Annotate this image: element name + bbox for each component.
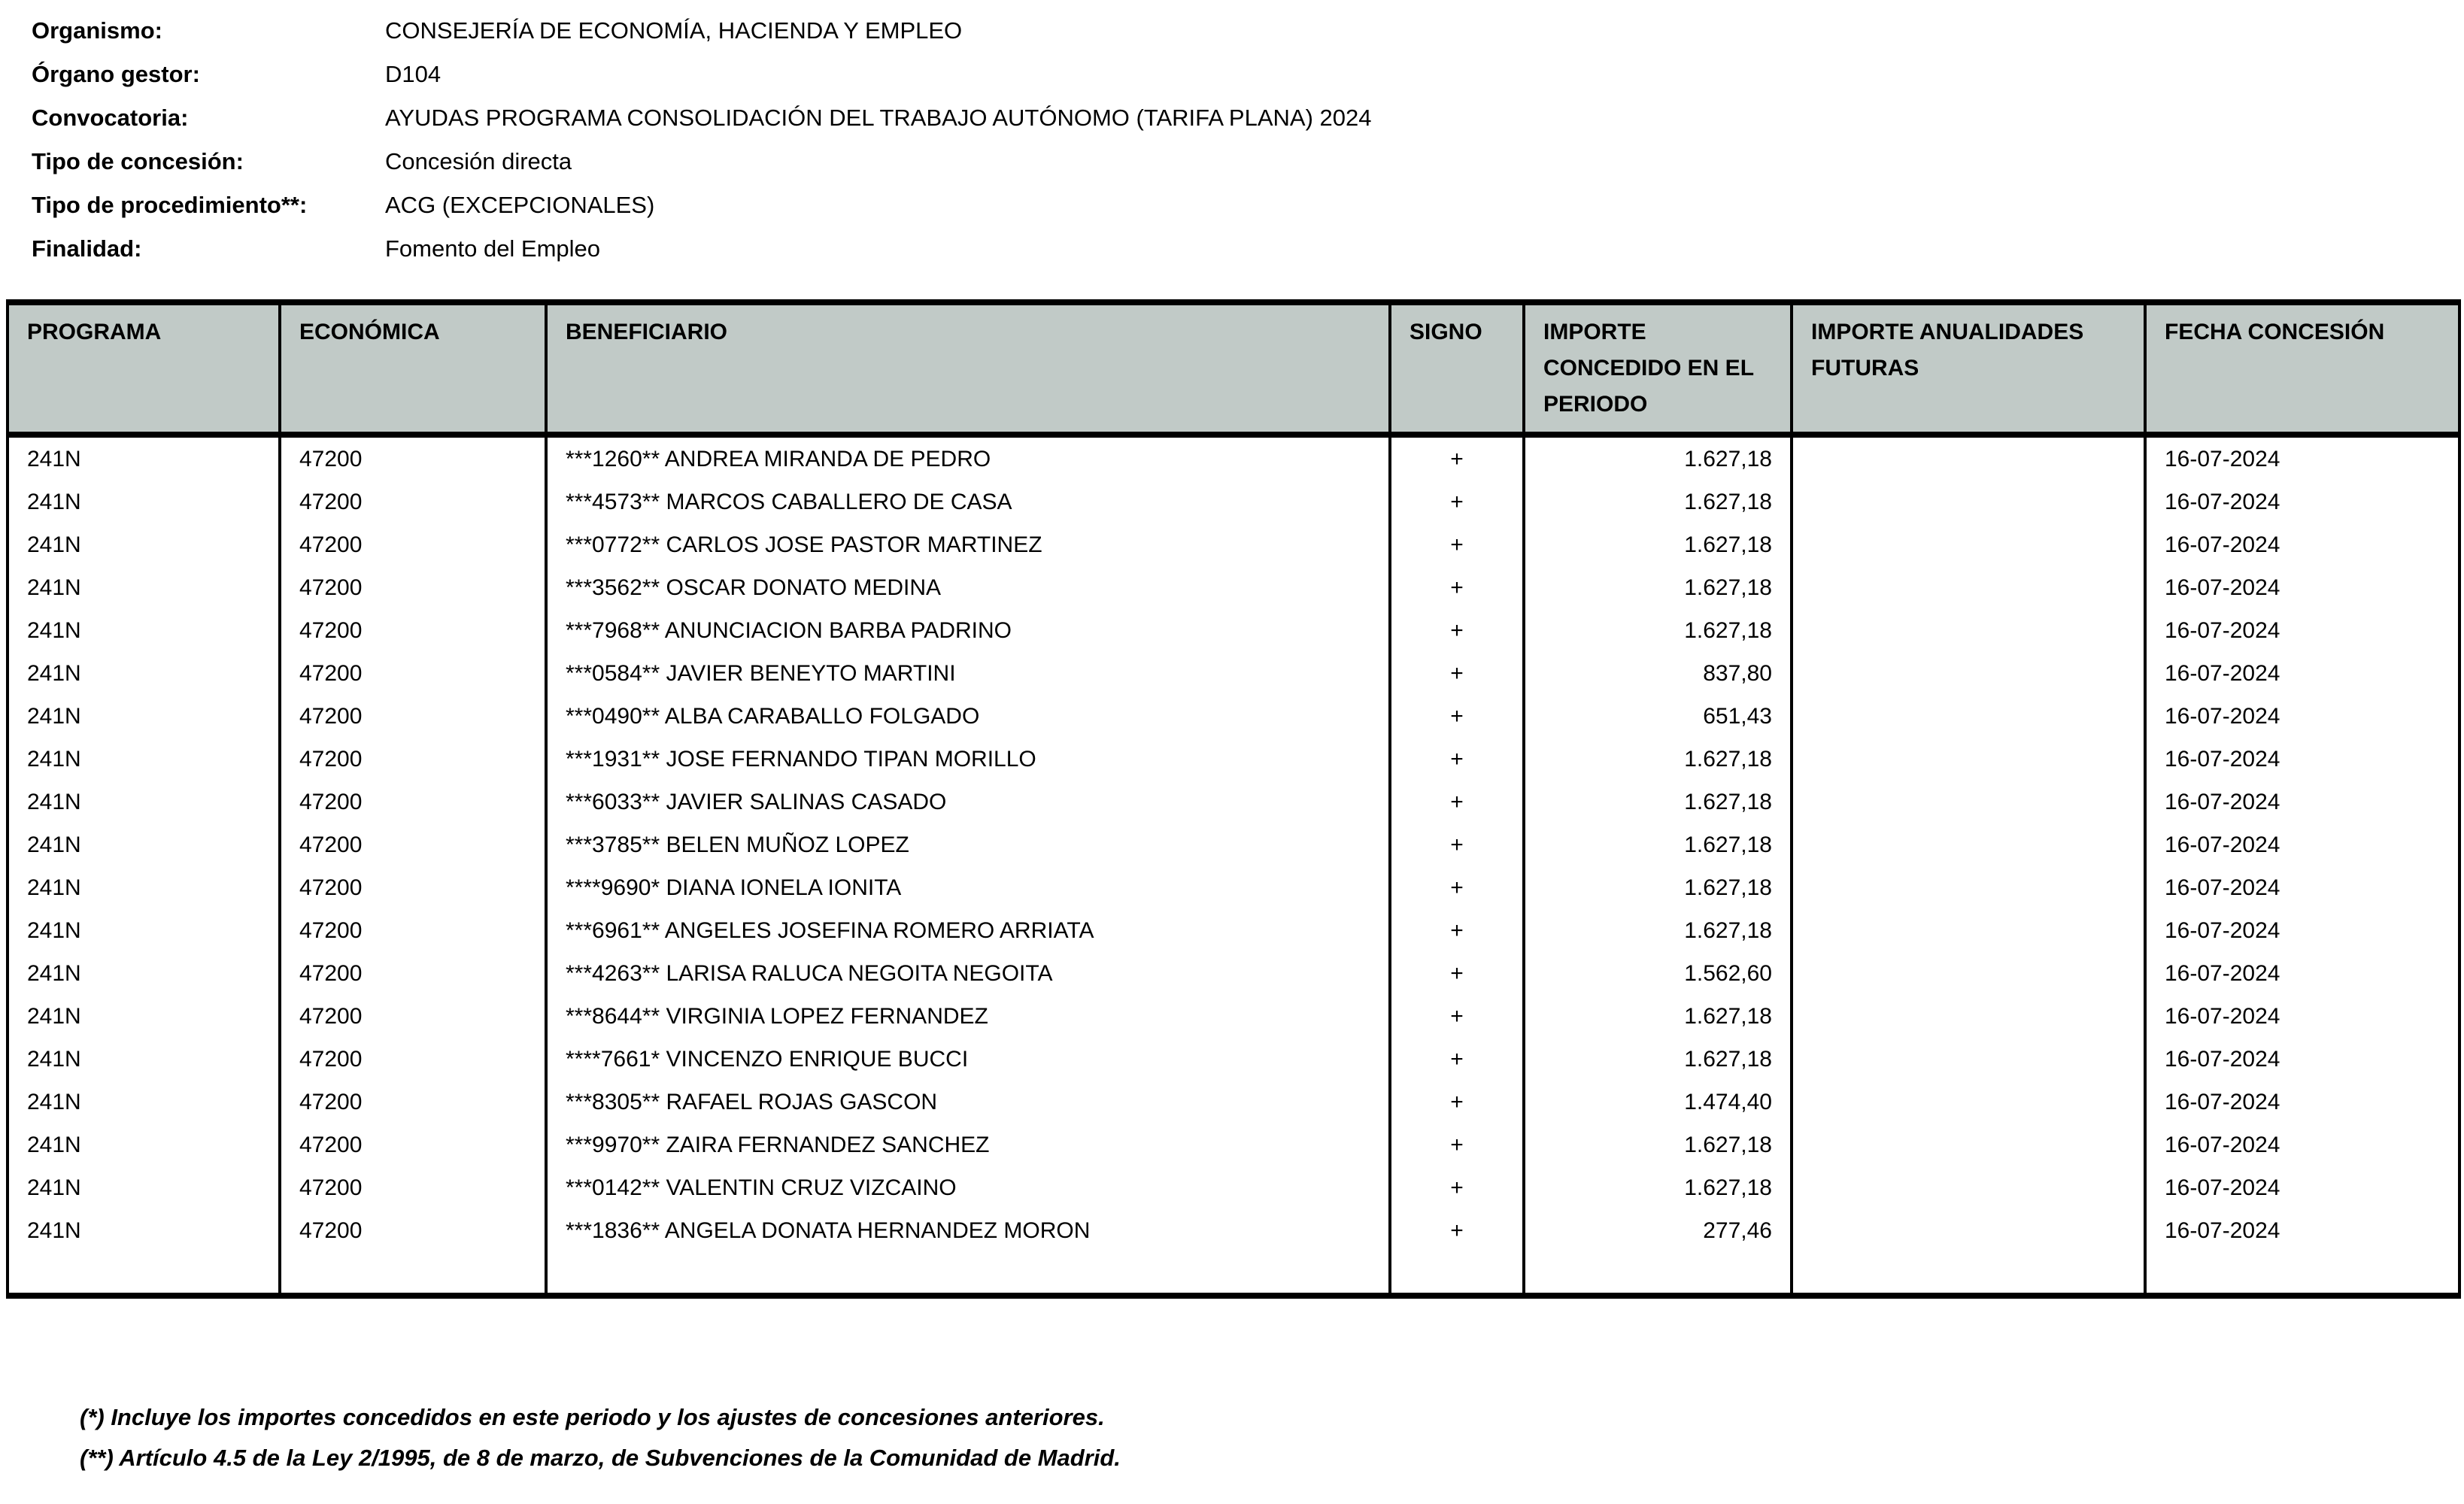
column-header-importe-concedido: IMPORTE CONCEDIDO EN EL PERIODO [1524,302,1792,435]
cell-programa: 241N [8,952,280,995]
table-row [8,1081,2459,1123]
cell-economica: 47200 [280,823,546,866]
cell-importe-concedido: 1.627,18 [1524,1038,1792,1081]
cell-importe-concedido: 1.627,18 [1524,435,1792,481]
cell-signo: + [1390,1209,1524,1252]
cell-fecha-concesion: 16-07-2024 [2145,1038,2459,1081]
cell-signo: + [1390,866,1524,909]
footnote-asterisk: (*) Incluye los importes concedidos en este periodo y los ajustes de concesiones anteriores. [80,1404,1105,1430]
cell-signo: + [1390,1123,1524,1166]
cell-importe-anualidades [1792,1209,2145,1252]
table-row [8,435,2459,481]
document-info-block [32,9,1372,271]
info-row-convocatoria [32,96,1372,140]
cell-economica: 47200 [280,609,546,652]
cell-importe-concedido: 1.627,18 [1524,995,1792,1038]
cell-fecha-concesion: 16-07-2024 [2145,523,2459,566]
cell-beneficiario: ***7968** ANUNCIACION BARBA PADRINO [546,609,1390,652]
cell-programa: 241N [8,1081,280,1123]
cell-economica: 47200 [280,695,546,738]
info-row-tipo-concesion [32,140,1372,183]
cell-importe-concedido: 1.627,18 [1524,738,1792,781]
cell-economica: 47200 [280,909,546,952]
cell-beneficiario: ***8305** RAFAEL ROJAS GASCON [546,1081,1390,1123]
cell-economica: 47200 [280,652,546,695]
info-value-convocatoria: AYUDAS PROGRAMA CONSOLIDACIÓN DEL TRABAJO AUTÓNOMO (TARIFA PLANA) 2024 [385,105,1372,131]
cell-fecha-concesion: 16-07-2024 [2145,566,2459,609]
cell-importe-anualidades [1792,1038,2145,1081]
cell-importe-anualidades [1792,695,2145,738]
table-row [8,952,2459,995]
grants-table-header [8,302,2459,435]
info-value-tipo-procedimiento: ACG (EXCEPCIONALES) [385,192,655,218]
cell-beneficiario: ****9690* DIANA IONELA IONITA [546,866,1390,909]
info-label-organo-gestor: Órgano gestor: [32,61,200,87]
cell-signo: + [1390,695,1524,738]
cell-economica: 47200 [280,738,546,781]
cell-importe-anualidades [1792,1123,2145,1166]
table-row [8,995,2459,1038]
cell-fecha-concesion: 16-07-2024 [2145,435,2459,481]
info-label-organismo: Organismo: [32,17,162,44]
cell-economica: 47200 [280,481,546,523]
info-label-convocatoria: Convocatoria: [32,105,189,131]
cell-fecha-concesion: 16-07-2024 [2145,481,2459,523]
cell-programa: 241N [8,781,280,823]
cell-importe-concedido: 1.474,40 [1524,1081,1792,1123]
cell-economica: 47200 [280,1038,546,1081]
cell-fecha-concesion: 16-07-2024 [2145,995,2459,1038]
spacer-row [8,1252,2459,1296]
table-row [8,1038,2459,1081]
info-value-organo-gestor: D104 [385,61,442,87]
info-row-organismo [32,9,1372,53]
table-row [8,909,2459,952]
cell-programa: 241N [8,652,280,695]
cell-importe-concedido: 1.627,18 [1524,866,1792,909]
cell-fecha-concesion: 16-07-2024 [2145,1166,2459,1209]
column-header-importe-anualidades: IMPORTE ANUALIDADES FUTURAS [1792,302,2145,435]
cell-beneficiario: ***4573** MARCOS CABALLERO DE CASA [546,481,1390,523]
info-value-organismo: CONSEJERÍA DE ECONOMÍA, HACIENDA Y EMPLEO [385,17,963,44]
cell-importe-concedido: 1.627,18 [1524,566,1792,609]
cell-fecha-concesion: 16-07-2024 [2145,609,2459,652]
cell-fecha-concesion: 16-07-2024 [2145,952,2459,995]
table-row [8,1166,2459,1209]
cell-fecha-concesion: 16-07-2024 [2145,866,2459,909]
cell-signo: + [1390,1166,1524,1209]
cell-beneficiario: ***6033** JAVIER SALINAS CASADO [546,781,1390,823]
table-row [8,652,2459,695]
cell-beneficiario: ***4263** LARISA RALUCA NEGOITA NEGOITA [546,952,1390,995]
footnote-double-asterisk: (**) Artículo 4.5 de la Ley 2/1995, de 8 de marzo, de Subvenciones de la Comunidad de Madrid. [80,1445,1121,1471]
cell-importe-anualidades [1792,952,2145,995]
cell-fecha-concesion: 16-07-2024 [2145,1209,2459,1252]
cell-beneficiario: ***1836** ANGELA DONATA HERNANDEZ MORON [546,1209,1390,1252]
cell-beneficiario: ***1260** ANDREA MIRANDA DE PEDRO [546,435,1390,481]
cell-signo: + [1390,738,1524,781]
cell-programa: 241N [8,1166,280,1209]
cell-beneficiario: ***0490** ALBA CARABALLO FOLGADO [546,695,1390,738]
cell-economica: 47200 [280,866,546,909]
cell-signo: + [1390,523,1524,566]
cell-beneficiario: ***0772** CARLOS JOSE PASTOR MARTINEZ [546,523,1390,566]
cell-programa: 241N [8,823,280,866]
table-row [8,1123,2459,1166]
cell-beneficiario: ***1931** JOSE FERNANDO TIPAN MORILLO [546,738,1390,781]
info-label-tipo-procedimiento: Tipo de procedimiento**: [32,192,308,218]
info-row-organo-gestor [32,53,1372,96]
cell-programa: 241N [8,435,280,481]
grants-table-body [8,435,2459,1252]
cell-programa: 241N [8,609,280,652]
cell-beneficiario: ***0142** VALENTIN CRUZ VIZCAINO [546,1166,1390,1209]
cell-economica: 47200 [280,952,546,995]
column-header-signo: SIGNO [1390,302,1524,435]
cell-programa: 241N [8,738,280,781]
column-header-beneficiario: BENEFICIARIO [546,302,1390,435]
cell-importe-anualidades [1792,609,2145,652]
cell-importe-anualidades [1792,652,2145,695]
cell-programa: 241N [8,866,280,909]
cell-economica: 47200 [280,523,546,566]
cell-beneficiario: ***9970** ZAIRA FERNANDEZ SANCHEZ [546,1123,1390,1166]
cell-importe-anualidades [1792,523,2145,566]
cell-importe-anualidades [1792,823,2145,866]
cell-fecha-concesion: 16-07-2024 [2145,1123,2459,1166]
table-row [8,738,2459,781]
cell-signo: + [1390,1038,1524,1081]
cell-importe-anualidades [1792,995,2145,1038]
cell-fecha-concesion: 16-07-2024 [2145,781,2459,823]
cell-economica: 47200 [280,435,546,481]
cell-programa: 241N [8,909,280,952]
cell-importe-concedido: 1.627,18 [1524,523,1792,566]
cell-importe-concedido: 1.627,18 [1524,781,1792,823]
cell-importe-anualidades [1792,435,2145,481]
cell-beneficiario: ***3562** OSCAR DONATO MEDINA [546,566,1390,609]
cell-importe-concedido: 1.627,18 [1524,1123,1792,1166]
cell-programa: 241N [8,695,280,738]
cell-programa: 241N [8,995,280,1038]
cell-beneficiario: ***6961** ANGELES JOSEFINA ROMERO ARRIATA [546,909,1390,952]
cell-beneficiario: ***8644** VIRGINIA LOPEZ FERNANDEZ [546,995,1390,1038]
cell-economica: 47200 [280,781,546,823]
cell-programa: 241N [8,566,280,609]
cell-signo: + [1390,823,1524,866]
table-row [8,523,2459,566]
cell-programa: 241N [8,1209,280,1252]
cell-importe-concedido: 1.627,18 [1524,909,1792,952]
info-value-finalidad: Fomento del Empleo [385,235,601,262]
cell-importe-anualidades [1792,1166,2145,1209]
table-row [8,695,2459,738]
cell-importe-anualidades [1792,909,2145,952]
cell-fecha-concesion: 16-07-2024 [2145,1081,2459,1123]
cell-fecha-concesion: 16-07-2024 [2145,909,2459,952]
cell-signo: + [1390,781,1524,823]
cell-beneficiario: ***0584** JAVIER BENEYTO MARTINI [546,652,1390,695]
cell-programa: 241N [8,481,280,523]
cell-signo: + [1390,566,1524,609]
column-header-programa: PROGRAMA [8,302,280,435]
cell-importe-concedido: 1.627,18 [1524,481,1792,523]
cell-economica: 47200 [280,1123,546,1166]
cell-economica: 47200 [280,995,546,1038]
column-header-economica: ECONÓMICA [280,302,546,435]
header-row [8,302,2459,435]
cell-programa: 241N [8,523,280,566]
grants-table-footer [8,1252,2459,1296]
cell-importe-concedido: 837,80 [1524,652,1792,695]
info-row-tipo-procedimiento [32,183,1372,227]
cell-fecha-concesion: 16-07-2024 [2145,738,2459,781]
cell-fecha-concesion: 16-07-2024 [2145,823,2459,866]
table-row [8,1209,2459,1252]
cell-beneficiario: ***3785** BELEN MUÑOZ LOPEZ [546,823,1390,866]
cell-programa: 241N [8,1038,280,1081]
table-row [8,866,2459,909]
cell-importe-anualidades [1792,738,2145,781]
cell-importe-concedido: 1.627,18 [1524,823,1792,866]
cell-signo: + [1390,1081,1524,1123]
column-header-fecha-concesion: FECHA CONCESIÓN [2145,302,2459,435]
cell-signo: + [1390,909,1524,952]
table-row [8,481,2459,523]
cell-importe-concedido: 651,43 [1524,695,1792,738]
cell-signo: + [1390,435,1524,481]
cell-importe-anualidades [1792,866,2145,909]
cell-beneficiario: ****7661* VINCENZO ENRIQUE BUCCI [546,1038,1390,1081]
grants-table [6,299,2461,1299]
cell-importe-anualidades [1792,481,2145,523]
cell-fecha-concesion: 16-07-2024 [2145,652,2459,695]
info-value-tipo-concesion: Concesión directa [385,148,572,174]
table-row [8,609,2459,652]
cell-importe-concedido: 1.627,18 [1524,609,1792,652]
cell-signo: + [1390,609,1524,652]
table-row [8,823,2459,866]
cell-programa: 241N [8,1123,280,1166]
cell-signo: + [1390,995,1524,1038]
footnotes [80,1397,1121,1478]
cell-importe-anualidades [1792,1081,2145,1123]
cell-importe-concedido: 1.562,60 [1524,952,1792,995]
cell-importe-anualidades [1792,566,2145,609]
cell-fecha-concesion: 16-07-2024 [2145,695,2459,738]
table-row [8,781,2459,823]
cell-economica: 47200 [280,566,546,609]
cell-economica: 47200 [280,1081,546,1123]
table-row [8,566,2459,609]
cell-economica: 47200 [280,1166,546,1209]
cell-signo: + [1390,652,1524,695]
info-label-tipo-concesion: Tipo de concesión: [32,148,244,174]
cell-signo: + [1390,952,1524,995]
cell-importe-concedido: 1.627,18 [1524,1166,1792,1209]
info-row-finalidad [32,227,1372,271]
cell-economica: 47200 [280,1209,546,1252]
cell-importe-anualidades [1792,781,2145,823]
cell-signo: + [1390,481,1524,523]
cell-importe-concedido: 277,46 [1524,1209,1792,1252]
info-label-finalidad: Finalidad: [32,235,142,262]
